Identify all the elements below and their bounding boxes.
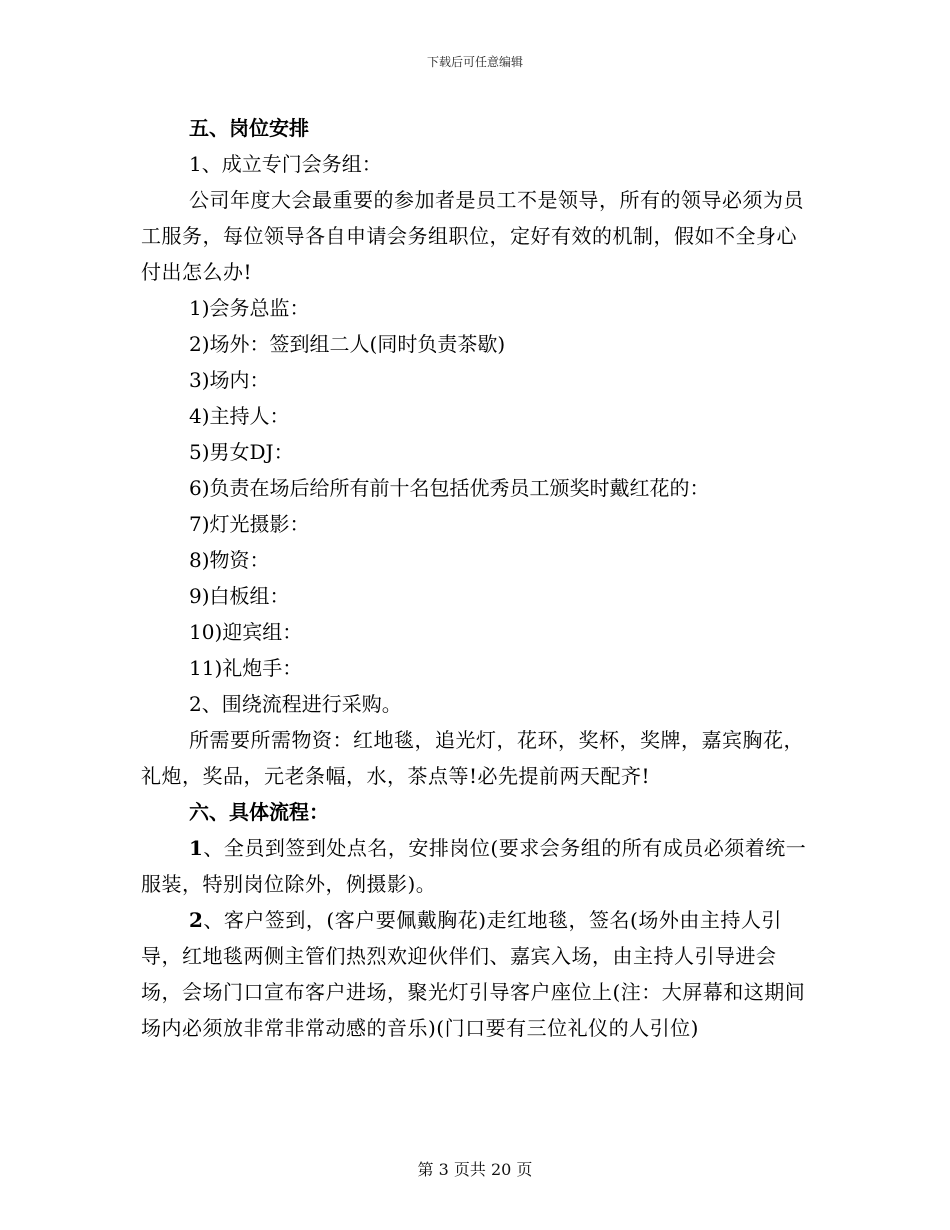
step-2 — [141, 902, 809, 1046]
subsection-1-title: 1、成立专门会务组： — [189, 152, 382, 176]
paragraph-2: 所需要所需物资：红地毯，追光灯，花环，奖杯，奖牌，嘉宾胸花，礼炮，奖品，元老条幅，水，茶点等!必先提前两天配齐! — [141, 728, 804, 788]
list-item: 3)场内： — [189, 368, 270, 392]
list-item: 1)会务总监： — [189, 296, 310, 320]
list-item: 8)物资： — [189, 548, 270, 572]
paragraph-1: 公司年度大会最重要的参加者是员工不是领导，所有的领导必须为员工服务，每位领导各自申请会务组职位，定好有效的机制，假如不全身心付出怎么办! — [141, 188, 804, 284]
step-1 — [141, 830, 809, 902]
list-item: 6)负责在场后给所有前十名包括优秀员工颁奖时戴红花的： — [189, 476, 710, 500]
list-item: 10)迎宾组： — [189, 620, 303, 644]
list-item: 11)礼炮手： — [189, 656, 303, 680]
section-6-title: 六、具体流程： — [189, 800, 329, 824]
document-body — [141, 110, 809, 1046]
list-item: 2)场外：签到组二人(同时负责茶歇) — [189, 332, 506, 356]
page-footer: 第 3 页共 20 页 — [417, 1160, 533, 1179]
page-header: 下载后可任意编辑 — [426, 55, 523, 69]
step-1-number: 1 — [189, 836, 204, 860]
list-item: 9)白板组： — [189, 584, 290, 608]
subsection-2-title: 2、围绕流程进行采购。 — [189, 692, 402, 716]
list-item: 7)灯光摄影： — [189, 512, 310, 536]
step-2-number: 2 — [189, 908, 204, 932]
list-item: 5)男女DJ： — [189, 440, 294, 464]
section-5-title: 五、岗位安排 — [189, 116, 309, 140]
step-2-text: 、客户签到，(客户要佩戴胸花)走红地毯，签名(场外由主持人引导，红地毯两侧主管们热烈欢迎伙伴们、嘉宾入场，由主持人引导进会场，会场门口宣布客户进场，聚光灯引导客户座位上(注：大屏幕和这期间场内必须放非常非常动感的音乐)(门口要有三位礼仪的人引位) — [141, 908, 806, 1040]
list-item: 4)主持人： — [189, 404, 290, 428]
step-1-text: 、全员到签到处点名，安排岗位(要求会务组的所有成员必须着统一服装，特别岗位除外，例摄影)。 — [141, 836, 807, 896]
